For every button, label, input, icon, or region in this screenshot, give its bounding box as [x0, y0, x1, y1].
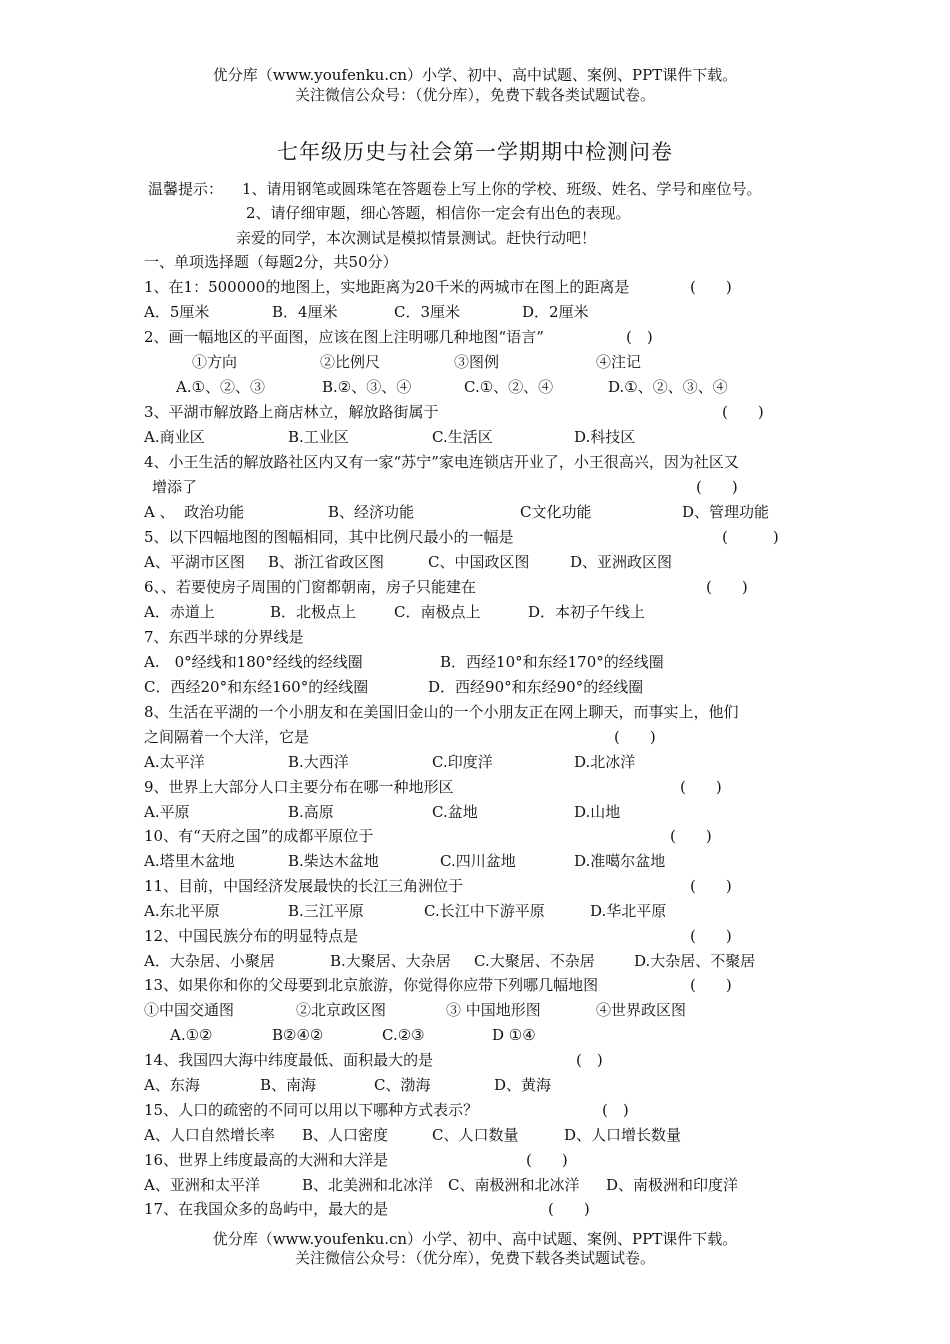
q10-option-a: A.塔里木盆地 [144, 852, 235, 870]
q13-answer-bracket: ( ) [690, 976, 732, 994]
q2-option-a: A.①、②、③ [176, 378, 266, 396]
q2-item-2: ②比例尺 [320, 353, 381, 371]
q5-option-d: D、亚洲政区图 [570, 553, 673, 571]
q1-option-a: A．5厘米 [144, 303, 210, 321]
q13-stem: 13、如果你和你的父母要到北京旅游，你觉得你应带下列哪几幅地图 [144, 976, 599, 994]
q16-option-a: A、亚洲和太平洋 [144, 1176, 260, 1194]
q12-stem: 12、中国民族分布的明显特点是 [144, 927, 359, 945]
q12-option-a: A．大杂居、小聚居 [144, 952, 275, 970]
q8-option-b: B.大西洋 [288, 753, 349, 771]
q2-option-b: B.②、③、④ [322, 378, 412, 396]
q8-option-d: D.北冰洋 [574, 753, 636, 771]
q12-answer-bracket: ( ) [690, 927, 732, 945]
q8-answer-bracket: ( ) [614, 728, 656, 746]
q9-option-c: C.盆地 [432, 803, 478, 821]
q7-stem: 7、东西半球的分界线是 [144, 628, 304, 646]
q6-option-d: D．本初子午线上 [528, 603, 646, 621]
q12-option-c: C.大聚居、不杂居 [474, 952, 595, 970]
q14-option-a: A、东海 [144, 1076, 200, 1094]
q5-option-b: B、浙江省政区图 [268, 553, 385, 571]
q11-option-a: A.东北平原 [144, 902, 220, 920]
q9-stem: 9、世界上大部分人口主要分布在哪一种地形区 [144, 778, 454, 796]
q11-stem: 11、目前，中国经济发展最快的长江三角洲位于 [144, 877, 464, 895]
q13-option-c: C.②③ [382, 1026, 425, 1044]
q13-item-4: ④世界政区图 [596, 1001, 687, 1019]
q14-option-c: C、渤海 [374, 1076, 431, 1094]
q6-option-b: B．北极点上 [270, 603, 357, 621]
q4-stem-continued: 增添了 [152, 478, 198, 496]
q11-option-d: D.华北平原 [590, 902, 667, 920]
q10-option-d: D.准噶尔盆地 [574, 852, 666, 870]
note-2: 2、请仔细审题，细心答题，相信你一定会有出色的表现。 [246, 204, 631, 222]
q15-stem: 15、人口的疏密的不同可以用以下哪种方式表示？ [144, 1101, 479, 1119]
q1-option-d: D．2厘米 [522, 303, 589, 321]
q4-answer-bracket: ( ) [696, 478, 738, 496]
q12-option-d: D.大杂居、不聚居 [634, 952, 756, 970]
note-3: 亲爱的同学，本次测试是模拟情景测试。赶快行动吧！ [236, 229, 597, 247]
q2-option-d: D.①、②、③、④ [608, 378, 728, 396]
q1-option-c: C．3厘米 [394, 303, 461, 321]
q15-option-c: C、人口数量 [432, 1126, 519, 1144]
page-title: 七年级历史与社会第一学期期中检测问卷 [277, 140, 673, 164]
header-line-2: 关注微信公众号：（优分库），免费下载各类试题试卷。 [294, 86, 655, 104]
q3-stem: 3、平湖市解放路上商店林立，解放路街属于 [144, 403, 439, 421]
q2-item-4: ④注记 [596, 353, 642, 371]
q15-option-b: B、人口密度 [302, 1126, 389, 1144]
q6-answer-bracket: ( ) [706, 578, 748, 596]
q3-option-a: A.商业区 [144, 428, 205, 446]
q7-option-a: A. 0°经线和180°经线的经线圈 [144, 653, 363, 671]
q7-option-c: C．西经20°和东经160°的经线圈 [144, 678, 369, 696]
q14-answer-bracket: ( ) [576, 1051, 603, 1069]
q8-option-a: A.太平洋 [144, 753, 205, 771]
q8-option-c: C.印度洋 [432, 753, 493, 771]
q17-stem: 17、在我国众多的岛屿中，最大的是 [144, 1200, 389, 1218]
q16-option-c: C、南极洲和北冰洋 [448, 1176, 580, 1194]
notes-prefix: 温馨提示： [148, 180, 224, 198]
q13-item-3: ③ 中国地形图 [446, 1001, 541, 1019]
q9-option-a: A.平原 [144, 803, 190, 821]
q10-stem: 10、有“天府之国”的成都平原位于 [144, 827, 374, 845]
q2-answer-bracket: ( ) [626, 328, 653, 346]
q3-option-b: B.工业区 [288, 428, 349, 446]
q14-stem: 14、我国四大海中纬度最低、面积最大的是 [144, 1051, 434, 1069]
q2-item-1: ①方向 [192, 353, 238, 371]
q3-option-d: D.科技区 [574, 428, 636, 446]
footer-line-1: 优分库（www.youfenku.cn）小学、初中、高中试题、案例、PPT课件下载。 [212, 1230, 738, 1248]
q16-stem: 16、世界上纬度最高的大洲和大洋是 [144, 1151, 389, 1169]
q6-option-c: C．南极点上 [394, 603, 481, 621]
q15-option-a: A、人口自然增长率 [144, 1126, 275, 1144]
q12-option-b: B.大聚居、大杂居 [330, 952, 451, 970]
q9-answer-bracket: ( ) [680, 778, 722, 796]
q15-option-d: D、人口增长数量 [564, 1126, 682, 1144]
q11-answer-bracket: ( ) [690, 877, 732, 895]
q1-answer-bracket: ( ) [690, 278, 732, 296]
q1-option-b: B．4厘米 [272, 303, 338, 321]
q14-option-b: B、南海 [260, 1076, 317, 1094]
q7-option-b: B．西经10°和东经170°的经线圈 [440, 653, 664, 671]
q13-item-2: ②北京政区图 [296, 1001, 387, 1019]
footer-line-2: 关注微信公众号：（优分库），免费下载各类试题试卷。 [294, 1249, 655, 1267]
q5-option-c: C、中国政区图 [428, 553, 530, 571]
q3-option-c: C.生活区 [432, 428, 493, 446]
q6-option-a: A．赤道上 [144, 603, 215, 621]
q13-item-1: ①中国交通图 [144, 1001, 235, 1019]
q7-option-d: D．西经90°和东经90°的经线圈 [428, 678, 644, 696]
q5-answer-bracket: ( ) [722, 528, 779, 546]
q9-option-d: D.山地 [574, 803, 621, 821]
q3-answer-bracket: ( ) [722, 403, 764, 421]
q16-option-d: D、南极洲和印度洋 [606, 1176, 739, 1194]
q4-option-a: A 、 政治功能 [144, 503, 245, 521]
q2-option-c: C.①、②、④ [464, 378, 554, 396]
q13-option-d: D ①④ [492, 1026, 536, 1044]
q4-stem: 4、小王生活的解放路社区内又有一家“苏宁”家电连锁店开业了，小王很高兴，因为社区又 [144, 453, 739, 471]
q5-stem: 5、以下四幅地图的图幅相同，其中比例尺最小的一幅是 [144, 528, 514, 546]
q13-option-a: A.①② [170, 1026, 213, 1044]
q11-option-b: B.三江平原 [288, 902, 364, 920]
q2-stem: 2、画一幅地区的平面图，应该在图上注明哪几种地图“语言” [144, 328, 544, 346]
q9-option-b: B.高原 [288, 803, 334, 821]
section-heading: 一、单项选择题（每题2分，共50分） [144, 253, 398, 271]
q16-option-b: B、北美洲和北冰洋 [302, 1176, 434, 1194]
q17-answer-bracket: ( ) [548, 1200, 590, 1218]
header-line-1: 优分库（www.youfenku.cn）小学、初中、高中试题、案例、PPT课件下载。 [212, 66, 738, 84]
q10-answer-bracket: ( ) [670, 827, 712, 845]
q10-option-b: B.柴达木盆地 [288, 852, 379, 870]
q2-item-3: ③图例 [454, 353, 500, 371]
q4-option-b: B、经济功能 [328, 503, 415, 521]
q10-option-c: C.四川盆地 [440, 852, 516, 870]
q16-answer-bracket: ( ) [526, 1151, 568, 1169]
q4-option-d: D、管理功能 [682, 503, 770, 521]
q11-option-c: C.长江中下游平原 [424, 902, 545, 920]
q8-stem-continued: 之间隔着一个大洋，它是 [144, 728, 310, 746]
q15-answer-bracket: ( ) [602, 1101, 629, 1119]
q13-option-b: B②④② [272, 1026, 324, 1044]
q1-stem: 1、在1：500000的地图上，实地距离为20千米的两城市在图上的距离是 [144, 278, 630, 296]
q6-stem: 6、、若要使房子周围的门窗都朝南，房子只能建在 [144, 578, 477, 596]
q4-option-c: C文化功能 [520, 503, 592, 521]
q14-option-d: D、黄海 [494, 1076, 552, 1094]
note-1: 1、请用钢笔或圆珠笔在答题卷上写上你的学校、班级、姓名、学号和座位号。 [242, 180, 762, 198]
q5-option-a: A、平湖市区图 [144, 553, 245, 571]
q8-stem: 8、生活在平湖的一个小朋友和在美国旧金山的一个小朋友正在网上聊天，而事实上，他们 [144, 703, 739, 721]
